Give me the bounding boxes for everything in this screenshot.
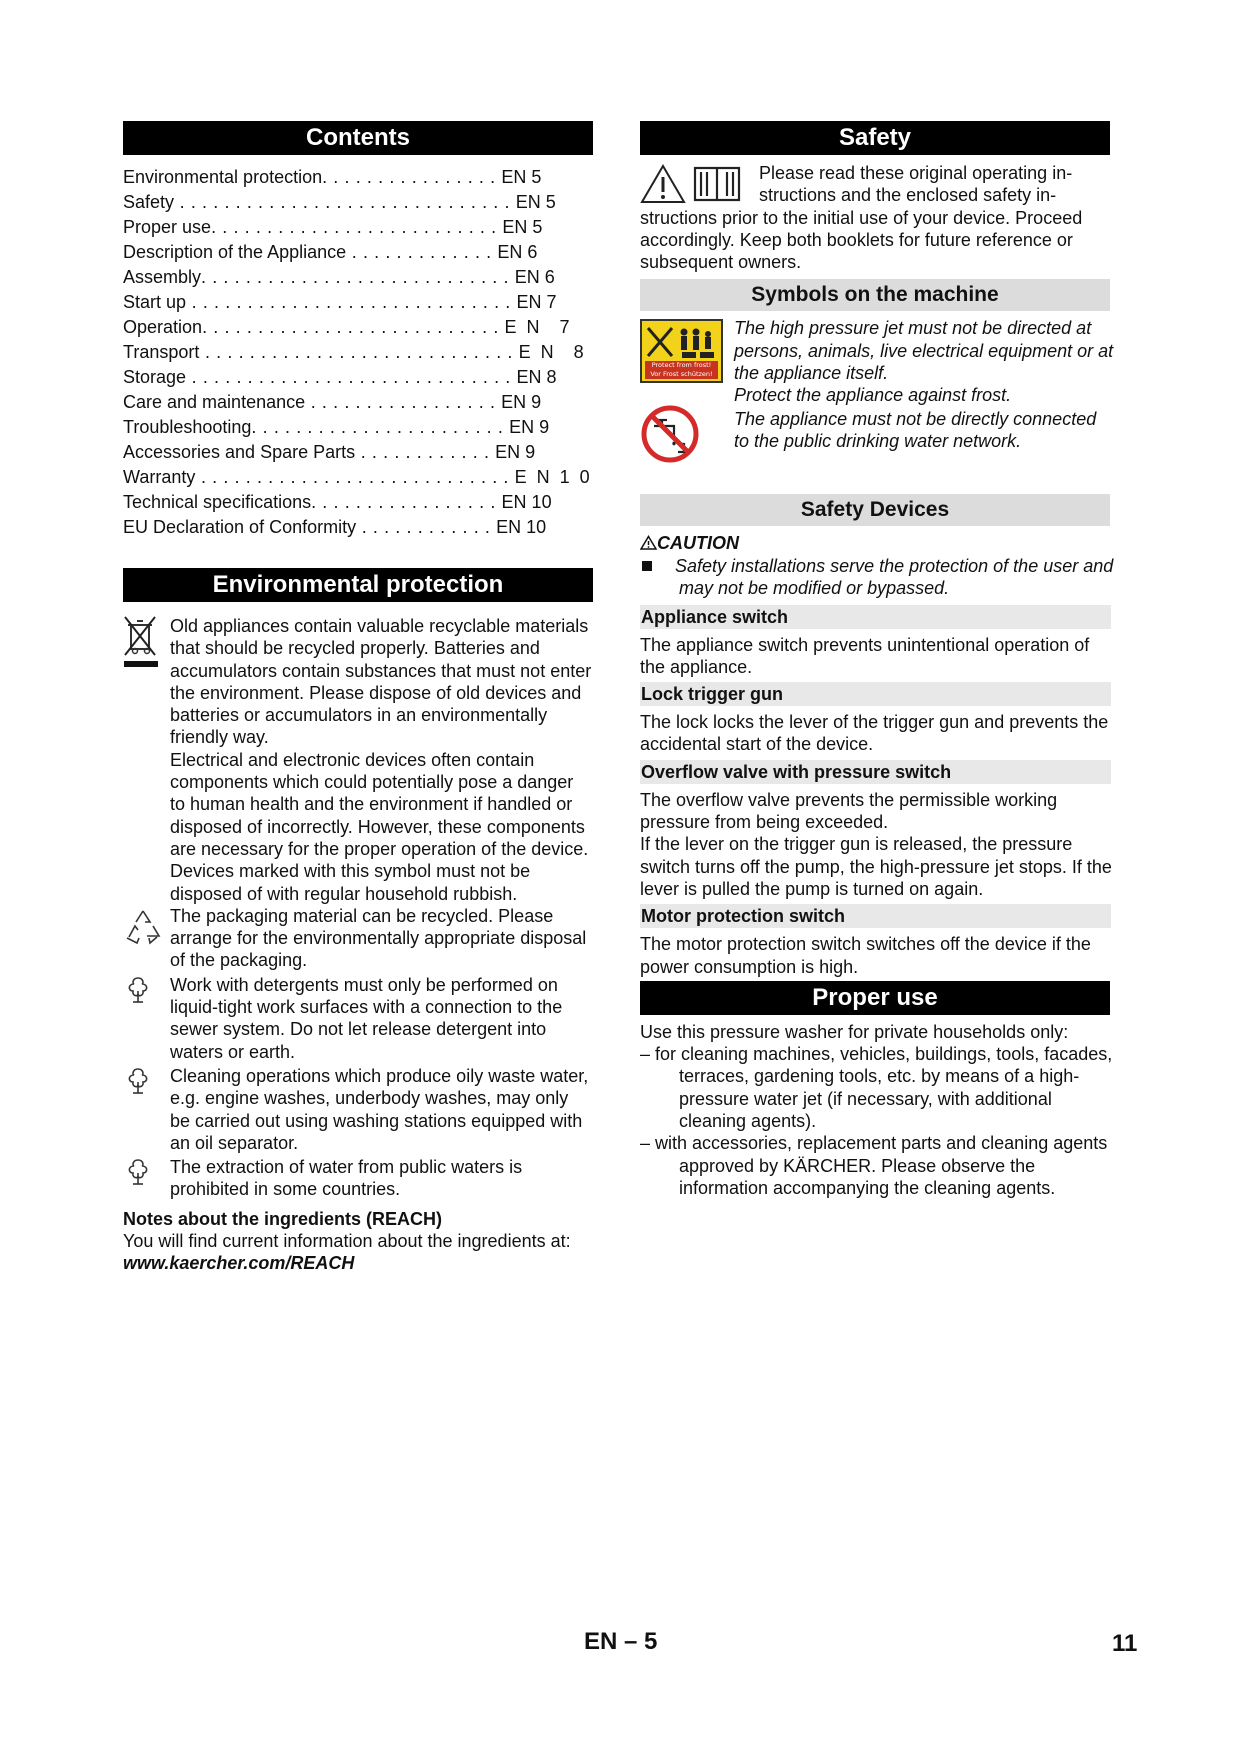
table-of-contents <box>123 165 593 540</box>
toc-entry[interactable] <box>123 190 593 215</box>
toc-entry-leader: . . . . . . . . . . . . . . . . . . . . . . . . . . . <box>202 317 505 337</box>
toc-entry-page: EN 7 <box>516 292 557 312</box>
toc-entry[interactable] <box>123 315 593 340</box>
toc-entry-page: EN 6 <box>514 267 555 287</box>
proper-use-item-2: – with accessories, replacement parts and cleaning agents approved by KÄRCHER. Please observe the information accompanying the cleaning agents. <box>640 1133 1108 1198</box>
warning-triangle-icon <box>640 164 686 204</box>
toc-entry-page: EN 8 <box>516 367 557 387</box>
safety-intro <box>640 162 1116 273</box>
appliance-switch-text: The appliance switch prevents unintentional operation of the appliance. <box>640 634 1090 677</box>
frost-label-de: Vor Frost schützen! <box>650 370 713 379</box>
frost-label-en: Protect from frost! <box>651 361 712 370</box>
toc-entry-leader: . . . . . . . . . . . . . . . . . . . . . . . . . . . . <box>201 267 515 287</box>
left-column <box>123 121 593 1275</box>
motor-protection-text: The motor protection switch switches off the device if the power consumption is high. <box>640 934 1091 977</box>
caution-label <box>640 532 1116 554</box>
toc-entry-title: Description of the Appliance <box>123 242 347 262</box>
symbol-2 <box>640 408 1116 469</box>
toc-entry-title: Safety <box>123 192 175 212</box>
environmental-protection-heading: Environmental protection <box>123 568 593 602</box>
recycle-icon <box>123 907 163 947</box>
toc-entry-title: Troubleshooting <box>123 417 252 437</box>
env-item-1-text: Old appliances contain valuable recyclable materials that should be recycled properly. Batteries and accumulators contain substances that must not enter the environment. Please dispose of old devices and batteries or accumulators in an environmentally friendly way. Electrical and electronic devices often contain components which could potentially pose a danger to human health and the environment if handled or disposed of incorrectly. However, these components are necessary for the proper operation of the device. Devices marked with this symbol must not be disposed of with regular household rubbish. <box>170 616 592 904</box>
overflow-valve-heading: Overflow valve with pressure switch <box>640 760 1111 784</box>
toc-entry-title: EU Declaration of Conformity <box>123 517 357 537</box>
toc-entry-page: EN 5 <box>501 167 542 187</box>
toc-entry-title: Environmental protection <box>123 167 323 187</box>
motor-protection-heading: Motor protection switch <box>640 904 1111 928</box>
tree-icon <box>123 1157 153 1187</box>
toc-entry-title: Accessories and Spare Parts <box>123 442 356 462</box>
safety-intro-rest: structions prior to the initial use of your device. Proceed accordingly. Keep both booklets for future reference or subsequent owners. <box>640 207 1083 273</box>
toc-entry-leader: . . . . . . . . . . . . . . . . . . . . . . . <box>251 417 510 437</box>
toc-entry[interactable] <box>123 215 593 240</box>
toc-entry-leader: . . . . . . . . . . . . . . . . . . . . . . . . . . <box>211 217 503 237</box>
contents-heading: Contents <box>123 121 593 155</box>
toc-entry[interactable] <box>123 440 593 465</box>
safety-devices-heading: Safety Devices <box>640 494 1110 526</box>
proper-use-heading: Proper use <box>640 981 1110 1015</box>
toc-entry-page: EN 5 <box>502 217 543 237</box>
lock-trigger-heading: Lock trigger gun <box>640 682 1111 706</box>
warning-triangle-small-icon <box>640 535 657 550</box>
reach-link[interactable]: www.kaercher.com/REACH <box>123 1253 355 1274</box>
toc-entry-page: EN 9 <box>501 392 542 412</box>
no-spray-warning-icon <box>640 319 723 383</box>
toc-entry-leader: . . . . . . . . . . . . . . . . . . . . . . . . . . . . <box>199 342 519 362</box>
symbol-2-text: The appliance must not be directly connected to the public drinking water network. <box>734 408 1097 451</box>
reach-text: You will find current information about the ingredients at: <box>123 1231 571 1252</box>
env-item-3-text: Work with detergents must only be performed on liquid-tight work surfaces with a connection to the sewer system. Do not let release detergent into waters or earth. <box>170 974 563 1062</box>
tree-icon <box>123 975 153 1005</box>
toc-entry-page: EN 5 <box>515 192 556 212</box>
toc-entry-title: Operation <box>123 317 203 337</box>
toc-entry[interactable] <box>123 390 593 415</box>
toc-entry-title: Proper use <box>123 217 212 237</box>
bullet-square-icon <box>642 561 652 571</box>
toc-entry-title: Assembly <box>123 267 202 287</box>
toc-entry-leader: . . . . . . . . . . . . . . . . . <box>311 492 502 512</box>
caution-note-text: Safety installations serve the protection of the user and may not be modified or bypassed. <box>675 555 1114 599</box>
toc-entry[interactable] <box>123 365 593 390</box>
toc-entry-title: Technical specifications <box>123 492 312 512</box>
env-item-3 <box>123 974 593 1063</box>
env-item-2-text: The packaging material can be recycled. Please arrange for the environmentally appropriate disposal of the packaging. <box>170 905 587 971</box>
caution-text-label: CAUTION <box>657 532 739 553</box>
toc-entry-page: EN 9 <box>495 442 536 462</box>
env-item-4 <box>123 1065 593 1154</box>
toc-entry[interactable] <box>123 290 593 315</box>
toc-entry[interactable] <box>123 490 593 515</box>
toc-entry-page: E N 1 0 <box>514 467 590 487</box>
toc-entry-title: Transport <box>123 342 200 362</box>
toc-entry-page: EN 9 <box>509 417 550 437</box>
toc-entry-leader: . . . . . . . . . . . . . . . . . <box>305 392 502 412</box>
toc-entry[interactable] <box>123 265 593 290</box>
toc-entry-leader: . . . . . . . . . . . . . <box>346 242 498 262</box>
footer-page-number: 11 <box>1112 1630 1138 1657</box>
reach-heading: Notes about the ingredients (REACH) <box>123 1208 443 1229</box>
toc-entry-title: Start up <box>123 292 187 312</box>
toc-entry-leader: . . . . . . . . . . . . . . . . <box>322 167 502 187</box>
symbol-1 <box>640 317 1116 406</box>
proper-use-intro: Use this pressure washer for private households only: <box>640 1021 1069 1042</box>
safety-heading: Safety <box>640 121 1110 155</box>
lock-trigger-text: The lock locks the lever of the trigger gun and prevents the accidental start of the device. <box>640 712 1109 755</box>
toc-entry-leader: . . . . . . . . . . . . . . . . . . . . . . . . . . . . <box>195 467 515 487</box>
env-item-5-text: The extraction of water from public waters is prohibited in some countries. <box>170 1157 523 1200</box>
crossed-bin-icon <box>123 615 159 671</box>
toc-entry-title: Warranty <box>123 467 196 487</box>
toc-entry[interactable] <box>123 515 593 540</box>
toc-entry[interactable] <box>123 465 593 490</box>
toc-entry-page: EN 10 <box>501 492 552 512</box>
toc-entry-leader: . . . . . . . . . . . . . . . . . . . . . . . . . . . . . <box>186 367 517 387</box>
env-item-4-text: Cleaning operations which produce oily waste water, e.g. engine washes, underbody washes, may only be carried out using washing stations equipped with an oil separator. <box>170 1065 589 1153</box>
toc-entry-page: EN 10 <box>496 517 547 537</box>
toc-entry[interactable] <box>123 340 593 365</box>
toc-entry-leader: . . . . . . . . . . . . <box>356 517 497 537</box>
symbols-heading: Symbols on the machine <box>640 279 1110 311</box>
caution-note <box>640 555 1116 600</box>
toc-entry[interactable] <box>123 240 593 265</box>
toc-entry-title: Care and maintenance <box>123 392 306 412</box>
env-item-1 <box>123 615 593 905</box>
no-drinking-water-connection-icon <box>640 404 700 464</box>
env-item-2 <box>123 905 593 972</box>
proper-use-item-1: – for cleaning machines, vehicles, buildings, tools, facades, terraces, gardening tools, etc. by means of a high-pressure water jet (if necessary, with additional cleaning agents). <box>640 1044 1113 1132</box>
tree-icon <box>123 1066 153 1096</box>
safety-intro-line-2: structions and the enclosed safety in- <box>759 185 1057 206</box>
book-icon <box>692 164 742 204</box>
toc-entry-leader: . . . . . . . . . . . . . . . . . . . . . . . . . . . . . . <box>174 192 516 212</box>
safety-intro-line-1: Please read these original operating in- <box>759 163 1073 183</box>
frost-label <box>645 361 718 379</box>
toc-entry-page: EN 6 <box>497 242 538 262</box>
footer-section-label: EN – 5 <box>584 1628 658 1655</box>
toc-entry-page: E N 7 <box>504 317 570 337</box>
appliance-switch-heading: Appliance switch <box>640 605 1111 629</box>
symbol-1-text: The high pressure jet must not be directed at persons, animals, live electrical equipment or at the appliance itself. Protect the appliance against frost. <box>734 318 1114 406</box>
overflow-valve-text: The overflow valve prevents the permissible working pressure from being exceeded. If the lever on the trigger gun is released, the pressure switch turns off the pump, the high-pressure jet stops. If the lever is pulled the pump is turned on again. <box>640 789 1112 899</box>
toc-entry-page: E N 8 <box>518 342 584 362</box>
toc-entry[interactable] <box>123 165 593 190</box>
toc-entry[interactable] <box>123 415 593 440</box>
toc-entry-leader: . . . . . . . . . . . . <box>355 442 496 462</box>
toc-entry-title: Storage <box>123 367 187 387</box>
env-item-5 <box>123 1156 593 1201</box>
toc-entry-leader: . . . . . . . . . . . . . . . . . . . . . . . . . . . . . <box>186 292 517 312</box>
right-column <box>640 121 1116 1199</box>
